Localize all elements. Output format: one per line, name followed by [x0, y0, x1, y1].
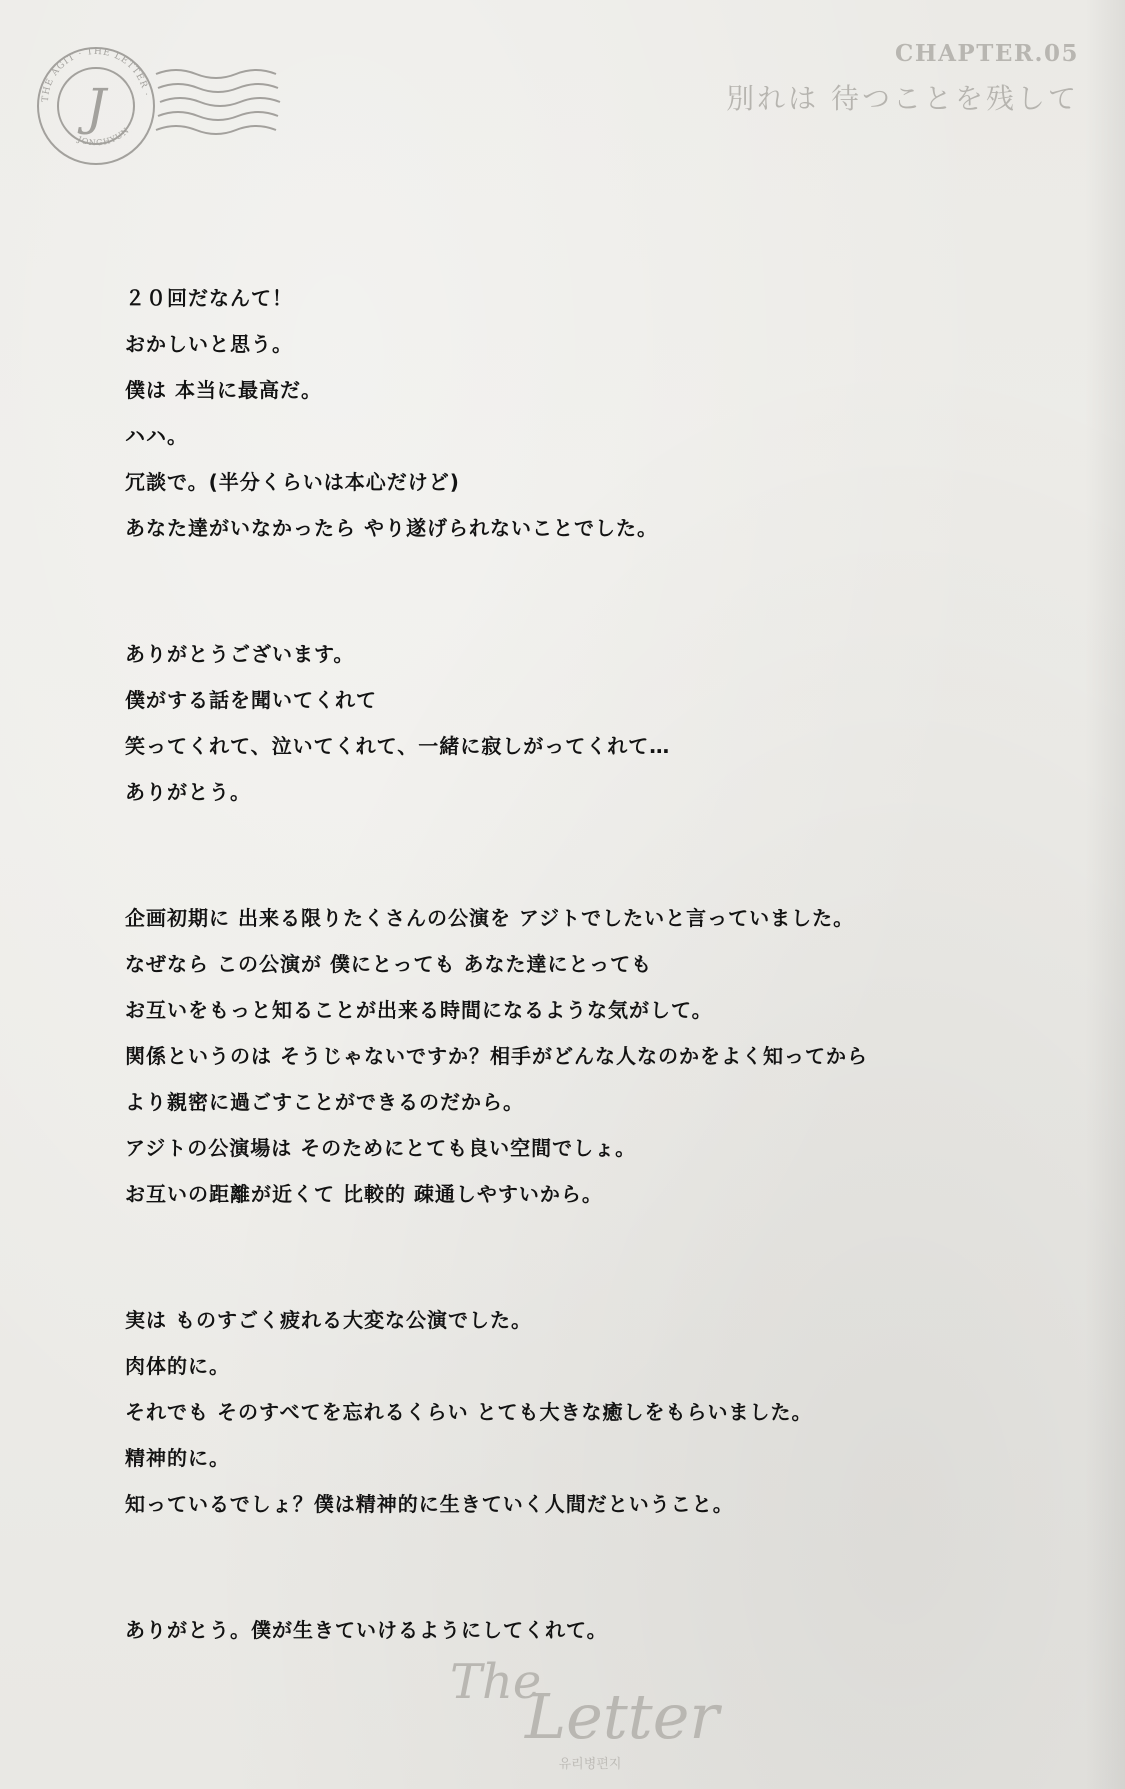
letter-line: あなた達がいなかったら やり遂げられないことでした。: [125, 516, 658, 540]
chapter-label: CHAPTER.05: [895, 40, 1079, 67]
letter-line: アジトの公演場は そのためにとても良い空間でしょ。: [125, 1136, 637, 1160]
letter-line: それでも そのすべてを忘れるくらい とても大きな癒しをもらいました。: [125, 1400, 813, 1424]
paragraph-gap: [125, 1532, 1025, 1612]
stamp-ring-text: THE AGIT · THE LETTER ·: [40, 46, 151, 103]
letter-line: なぜなら この公演が 僕にとっても あなた達にとっても: [125, 952, 653, 976]
chapter-title: 別れは 待つことを残して: [726, 82, 1079, 115]
paragraph: [125, 1302, 1025, 1532]
letter-line: お互いの距離が近くて 比較的 疎通しやすいから。: [125, 1182, 603, 1206]
paragraph: [125, 636, 1025, 820]
stamp-monogram: J: [85, 78, 107, 136]
the-letter-logo: [430, 1628, 750, 1778]
letter-line: ありがとう。僕が生きていけるようにしてくれて。: [125, 1618, 608, 1642]
letter-line: より親密に過ごすことができるのだから。: [125, 1090, 524, 1114]
logo-subtitle: 유리병편지: [558, 1757, 622, 1772]
stamp-bottom-text: JONGHYUN: [76, 125, 132, 148]
letter-line: 冗談で。(半分くらいは本心だけど): [125, 470, 460, 494]
paragraph-gap: [125, 1222, 1025, 1302]
postmark-stamp-icon: [28, 40, 288, 170]
chapter-header: [726, 40, 1079, 117]
letter-line: 僕がする話を聞いてくれて: [125, 688, 377, 712]
logo-letter: Letter: [525, 1680, 720, 1753]
letter-line: お互いをもっと知ることが出来る時間になるような気がして。: [125, 998, 713, 1022]
letter-line: 知っているでしょ？僕は精神的に生きていく人間だということ。: [125, 1492, 734, 1516]
letter-body: [125, 280, 1025, 1658]
letter-line: 僕は 本当に最高だ。: [125, 378, 322, 402]
paragraph: [125, 900, 1025, 1222]
logo-the: The: [450, 1654, 542, 1710]
paragraph-gap: [125, 820, 1025, 900]
letter-line: 肉体的に。: [125, 1354, 230, 1378]
letter-line: ハハ。: [125, 424, 188, 448]
paragraph: [125, 280, 1025, 556]
letter-line: 実は ものすごく疲れる大変な公演でした。: [125, 1308, 532, 1332]
letter-line: ありがとう。: [125, 780, 251, 804]
letter-line: おかしいと思う。: [125, 332, 293, 356]
letter-line: 笑ってくれて、泣いてくれて、一緒に寂しがってくれて…: [125, 734, 671, 758]
letter-line: 精神的に。: [125, 1446, 230, 1470]
paragraph-gap: [125, 556, 1025, 636]
letter-line: 企画初期に 出来る限りたくさんの公演を アジトでしたいと言っていました。: [125, 906, 855, 930]
letter-line: ありがとうございます。: [125, 642, 355, 666]
letter-line: ２０回だなんて！: [125, 286, 293, 310]
letter-line: 関係というのは そうじゃないですか？相手がどんな人なのかをよく知ってから: [125, 1044, 868, 1068]
